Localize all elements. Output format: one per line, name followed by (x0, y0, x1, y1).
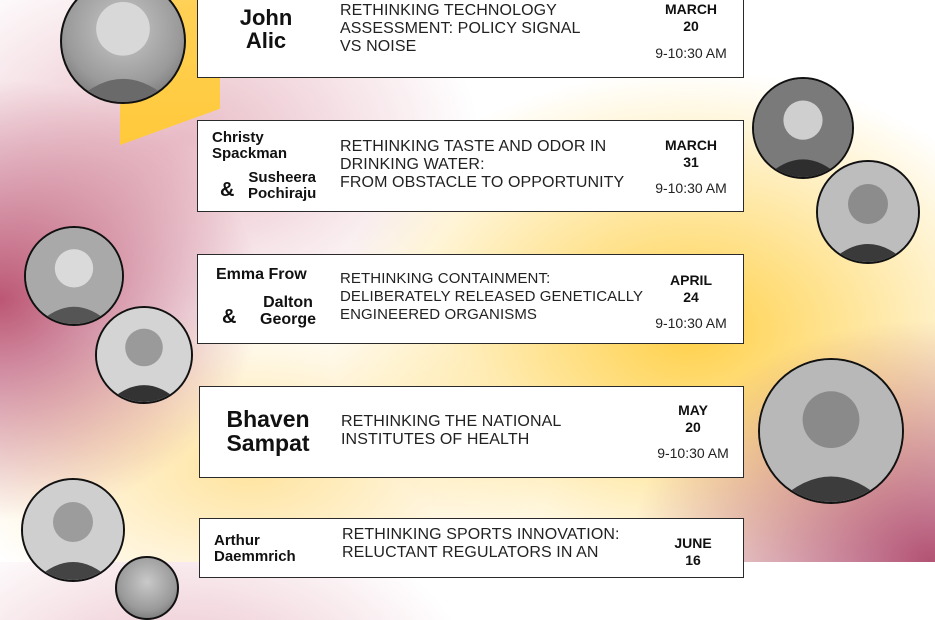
event-card-spackman-pochiraju (197, 120, 744, 212)
speaker-photo-emma-frow (24, 226, 124, 326)
event-date: APRIL 24 (670, 272, 712, 305)
speaker-photo-christy-spackman (752, 77, 854, 179)
event-title: RETHINKING TECHNOLOGY ASSESSMENT: POLICY SIGNAL VS NOISE (340, 2, 581, 55)
event-title: RETHINKING CONTAINMENT: DELIBERATELY RELEASED GENETICALLY ENGINEERED ORGANISMS (340, 270, 644, 323)
event-time: 9-10:30 AM (657, 445, 729, 461)
speaker-name: John Alic (239, 5, 293, 54)
speaker-photo-arthur-daemmrich (21, 478, 125, 582)
speaker-name-1: Christy Spackman (212, 129, 288, 162)
person-silhouette-icon (97, 308, 191, 402)
event-time: 9-10:30 AM (655, 315, 727, 331)
person-silhouette-icon (62, 0, 184, 102)
event-title: RETHINKING SPORTS INNOVATION: RELUCTANT REGULATORS IN AN (342, 526, 620, 561)
ampersand: & (220, 179, 235, 201)
speaker-name: Arthur Daemmrich (214, 532, 296, 565)
person-silhouette-icon (754, 79, 852, 177)
speaker-photo-dalton-george (95, 306, 193, 404)
speaker-name: Bhaven Sampat (226, 406, 310, 457)
event-time: 9-10:30 AM (655, 45, 727, 61)
event-date: MARCH 20 (664, 1, 718, 34)
event-date: JUNE 16 (674, 535, 712, 568)
event-card-frow-george (197, 254, 744, 344)
speaker-name-2: Susheera Pochiraju (248, 169, 317, 202)
speaker-photo-partial (115, 556, 179, 620)
ampersand: & (222, 306, 237, 328)
person-silhouette-icon (760, 360, 902, 502)
event-time: 9-10:30 AM (655, 180, 727, 196)
person-silhouette-icon (26, 228, 122, 324)
speaker-photo-susheera-pochiraju (816, 160, 920, 264)
event-title: RETHINKING THE NATIONAL INSTITUTES OF HEALTH (341, 413, 562, 448)
event-date: MARCH 31 (664, 137, 718, 170)
speaker-name-2: Dalton George (260, 294, 317, 328)
event-card-arthur-daemmrich (199, 518, 744, 578)
person-silhouette-icon (818, 162, 918, 262)
speaker-photo-bhaven-sampat (758, 358, 904, 504)
event-card-bhaven-sampat (199, 386, 744, 478)
speaker-name-1: Emma Frow (216, 266, 307, 283)
person-silhouette-icon (23, 480, 123, 580)
event-title: RETHINKING TASTE AND ODOR IN DRINKING WATER: FROM OBSTACLE TO OPPORTUNITY (340, 138, 625, 191)
event-date: MAY 20 (678, 402, 708, 435)
event-card-john-alic (197, 0, 744, 78)
